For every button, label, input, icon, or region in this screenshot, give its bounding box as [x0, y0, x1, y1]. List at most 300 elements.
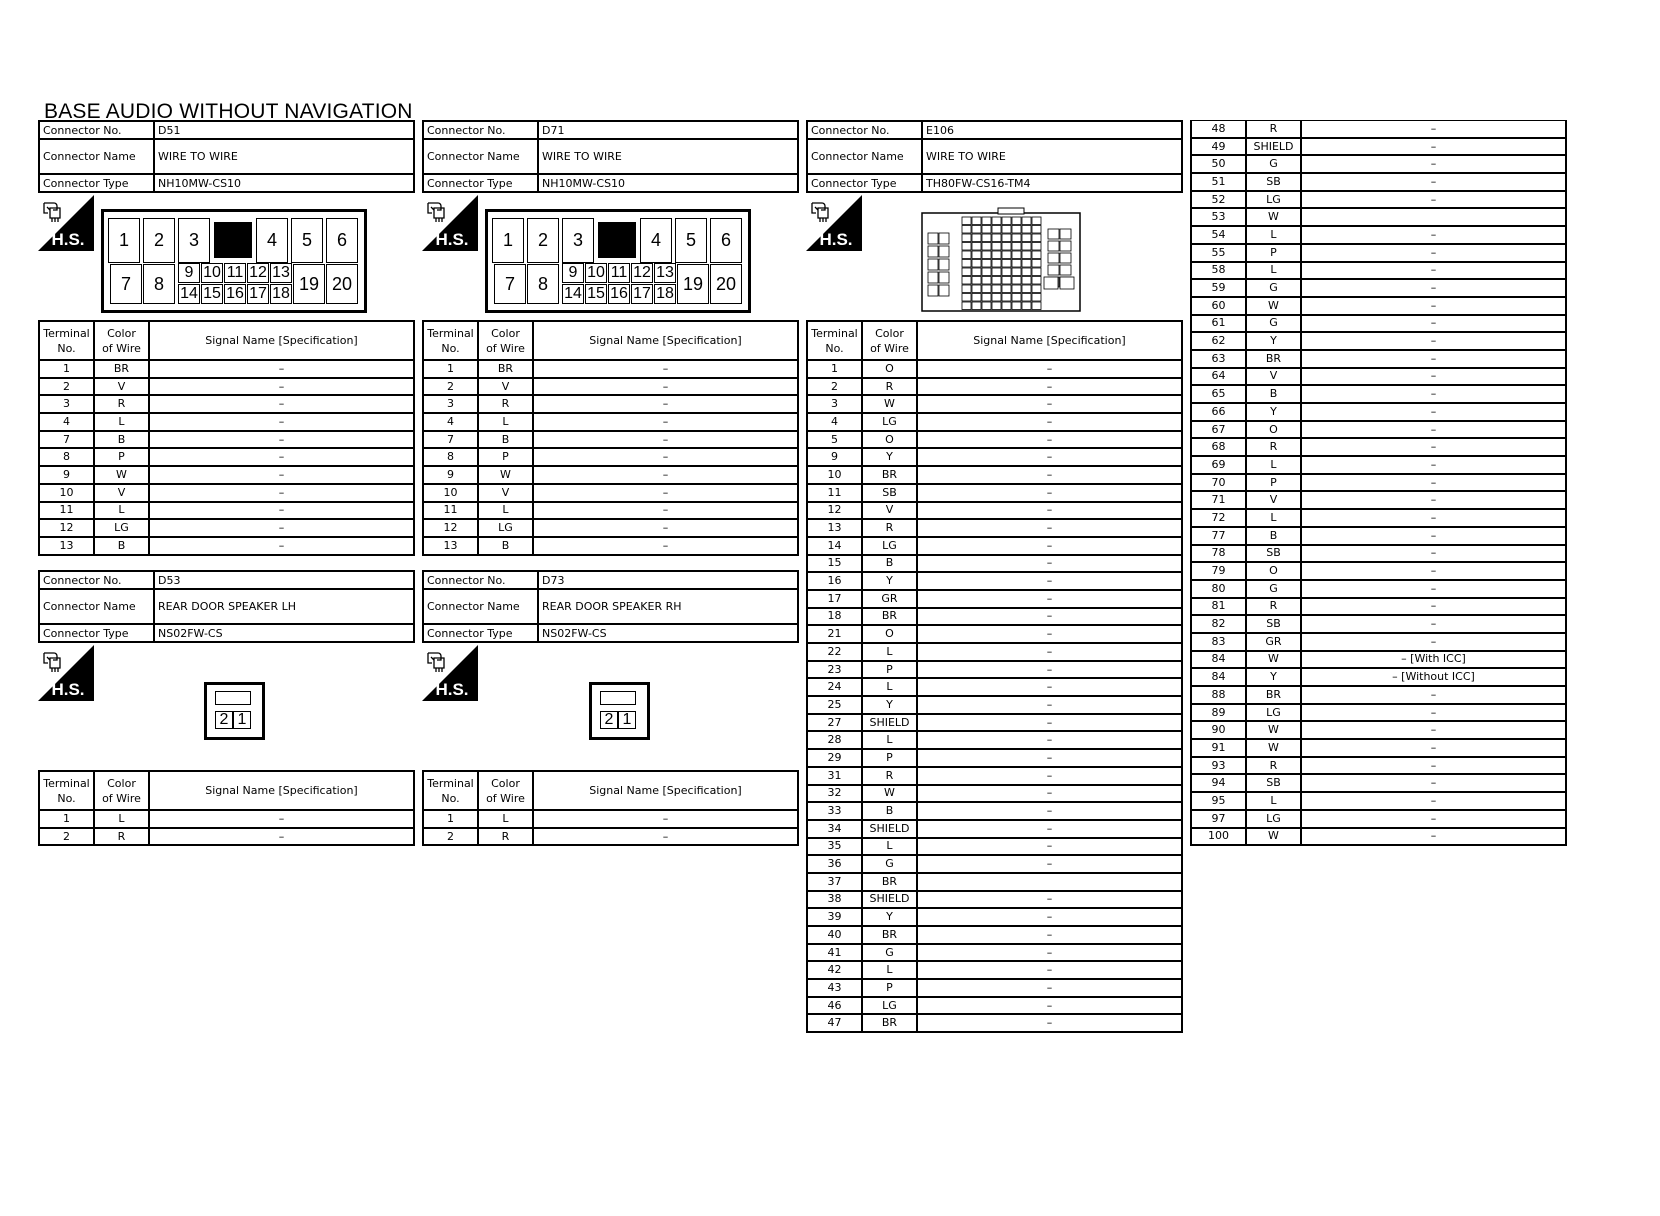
wire-color-cell: B [1246, 385, 1301, 403]
signal-name-cell: – [1301, 155, 1566, 173]
svg-text:H.S.: H.S. [819, 230, 853, 249]
connector-diagram-d71 [485, 209, 751, 313]
table-row [1191, 721, 1566, 739]
connector-name-label: Connector Name [39, 139, 154, 174]
terminal-no-cell: 1 [39, 810, 94, 828]
terminal-no-cell: 10 [39, 484, 94, 502]
signal-name-cell: – [1301, 138, 1566, 156]
wire-color-cell: G [862, 855, 917, 873]
connector-cavity [1002, 277, 1011, 285]
connector-cavity [1032, 226, 1041, 234]
connector-cavity [992, 251, 1001, 259]
connector-cavity [972, 234, 981, 242]
wire-color-cell: R [1246, 598, 1301, 616]
table-row [807, 555, 1182, 573]
wire-color-cell: P [478, 448, 533, 466]
connector-type-label: Connector Type [39, 624, 154, 642]
terminal-no-cell: 11 [423, 502, 478, 520]
wire-color-cell: V [94, 484, 149, 502]
wire-color-cell: R [1246, 121, 1301, 138]
wire-color-cell: O [1246, 421, 1301, 439]
table-row [1191, 385, 1566, 403]
connector-pin: 13 [654, 263, 676, 283]
connector-diagram-d73 [589, 682, 650, 740]
connector-cavity [982, 268, 991, 276]
signal-name-cell: – [1301, 810, 1566, 828]
connector-cavity [982, 243, 991, 251]
signal-name-cell: – [1301, 368, 1566, 386]
connector-cavity [972, 294, 981, 302]
terminal-no-cell: 9 [39, 466, 94, 484]
connector-cavity [1002, 294, 1011, 302]
wire-color-cell: L [94, 413, 149, 431]
signal-name-cell: – [533, 466, 798, 484]
wire-color-cell: O [862, 431, 917, 449]
signal-name-cell: – [917, 926, 1182, 944]
table-row [807, 696, 1182, 714]
terminal-no-cell: 84 [1191, 651, 1246, 669]
terminal-no-cell: 11 [807, 484, 862, 502]
color-of-wire-header: Color of Wire [478, 321, 533, 360]
connector-cavity [1002, 243, 1011, 251]
signal-name-cell: – [With ICC] [1301, 651, 1566, 669]
connector-cavity [972, 226, 981, 234]
wire-color-cell: V [1246, 368, 1301, 386]
connector-latch [215, 691, 251, 705]
signal-name-cell: – [917, 891, 1182, 909]
wire-color-cell: BR [862, 873, 917, 891]
connector-no-value: E106 [922, 121, 1182, 139]
connector-cavity [1044, 277, 1058, 289]
wire-color-cell: LG [862, 997, 917, 1015]
table-row [1191, 315, 1566, 333]
signal-name-cell: – [917, 714, 1182, 732]
connector-cavity [962, 234, 971, 242]
wire-color-cell: B [94, 537, 149, 555]
table-row [423, 413, 798, 431]
connector-cavity [928, 285, 938, 296]
connector-type-value: TH80FW-CS16-TM4 [922, 174, 1182, 192]
terminal-no-cell: 21 [807, 625, 862, 643]
wire-color-cell: L [862, 838, 917, 856]
wire-color-cell: LG [1246, 810, 1301, 828]
signal-name-header: Signal Name [Specification] [533, 771, 798, 810]
terminal-no-cell: 10 [807, 466, 862, 484]
terminal-no-cell: 1 [39, 360, 94, 378]
signal-name-cell [1301, 208, 1566, 226]
table-row [1191, 350, 1566, 368]
signal-name-cell: – [149, 378, 414, 396]
connector-cavity [1032, 217, 1041, 225]
connector-name-label: Connector Name [39, 589, 154, 624]
wire-color-cell: G [1246, 279, 1301, 297]
table-row [39, 537, 414, 555]
wire-color-cell: SB [1246, 545, 1301, 563]
terminal-no-cell: 69 [1191, 456, 1246, 474]
terminal-no-cell: 79 [1191, 562, 1246, 580]
connector-d73 [422, 570, 799, 643]
connector-cavity [1032, 234, 1041, 242]
wire-color-cell: BR [1246, 350, 1301, 368]
connector-cavity [928, 272, 938, 283]
connector-type-value: NH10MW-CS10 [154, 174, 414, 192]
wire-color-cell: W [1246, 297, 1301, 315]
connector-pin: 7 [110, 264, 142, 304]
terminal-no-cell: 64 [1191, 368, 1246, 386]
connector-cavity [1002, 226, 1011, 234]
table-row [1191, 262, 1566, 280]
terminal-no-cell: 7 [423, 431, 478, 449]
connector-cavity [1032, 277, 1041, 285]
table-row [1191, 527, 1566, 545]
signal-name-cell: – [533, 431, 798, 449]
terminal-no-cell: 83 [1191, 633, 1246, 651]
terminal-no-cell: 12 [423, 519, 478, 537]
signal-name-cell: – [533, 519, 798, 537]
connector-cavity [1022, 251, 1031, 259]
table-row [423, 537, 798, 555]
terminal-no-cell: 65 [1191, 385, 1246, 403]
terminal-table-d73 [422, 770, 799, 846]
color-of-wire-header: Color of Wire [478, 771, 533, 810]
terminal-no-cell: 9 [807, 448, 862, 466]
table-row [807, 855, 1182, 873]
terminal-no-cell: 7 [39, 431, 94, 449]
wire-color-cell: P [862, 749, 917, 767]
wire-color-cell: L [862, 731, 917, 749]
terminal-no-cell: 29 [807, 749, 862, 767]
wire-color-cell: L [94, 502, 149, 520]
terminal-no-cell: 43 [807, 979, 862, 997]
table-row [39, 810, 414, 828]
table-row [807, 608, 1182, 626]
table-row [1191, 615, 1566, 633]
wire-color-cell: B [478, 537, 533, 555]
wire-color-cell: LG [862, 413, 917, 431]
connector-cavity [982, 251, 991, 259]
connector-name-value: WIRE TO WIRE [538, 139, 798, 174]
connector-cavity [982, 217, 991, 225]
terminal-no-cell: 52 [1191, 191, 1246, 209]
connector-cavity [1012, 277, 1021, 285]
table-row [807, 820, 1182, 838]
signal-name-cell: – [533, 828, 798, 846]
wire-color-cell: LG [1246, 191, 1301, 209]
connector-cavity [1032, 260, 1041, 268]
table-row [807, 979, 1182, 997]
connector-cavity [1048, 265, 1059, 275]
connector-cavity [972, 260, 981, 268]
connector-pin: 8 [143, 264, 175, 304]
signal-name-cell: – [917, 997, 1182, 1015]
wire-color-cell: LG [94, 519, 149, 537]
table-row [1191, 279, 1566, 297]
connector-cavity [1048, 253, 1059, 263]
terminal-no-cell: 4 [423, 413, 478, 431]
wire-color-cell: B [1246, 527, 1301, 545]
wire-color-cell: L [862, 961, 917, 979]
terminal-no-header: Terminal No. [807, 321, 862, 360]
signal-name-cell: – [917, 908, 1182, 926]
terminal-no-cell: 48 [1191, 121, 1246, 138]
terminal-no-cell: 66 [1191, 403, 1246, 421]
connector-pin: 14 [562, 284, 584, 304]
table-row [807, 961, 1182, 979]
terminal-no-cell: 22 [807, 643, 862, 661]
connector-cavity [982, 260, 991, 268]
table-row [1191, 633, 1566, 651]
connector-cavity [1022, 243, 1031, 251]
wire-color-cell: V [478, 484, 533, 502]
table-row [807, 802, 1182, 820]
table-row [807, 944, 1182, 962]
table-row [807, 519, 1182, 537]
wire-color-cell: BR [862, 608, 917, 626]
connector-pin: 10 [585, 263, 607, 283]
connector-cavity [1002, 285, 1011, 293]
connector-pin: 14 [178, 284, 200, 304]
table-row [1191, 173, 1566, 191]
table-row [39, 828, 414, 846]
connector-no-label: Connector No. [807, 121, 922, 139]
wire-color-cell: B [862, 802, 917, 820]
page-title: BASE AUDIO WITHOUT NAVIGATION [44, 100, 413, 123]
connector-cavity [1022, 277, 1031, 285]
connector-cavity [972, 277, 981, 285]
connector-type-label: Connector Type [423, 624, 538, 642]
signal-name-cell: – [149, 484, 414, 502]
wire-color-cell: BR [94, 360, 149, 378]
table-row [39, 431, 414, 449]
wire-color-cell: W [94, 466, 149, 484]
signal-name-cell: – [917, 749, 1182, 767]
signal-name-cell: – [1301, 615, 1566, 633]
terminal-no-header: Terminal No. [39, 321, 94, 360]
connector-pin: 12 [247, 263, 269, 283]
connector-cavity [1022, 260, 1031, 268]
signal-name-cell: – [1301, 527, 1566, 545]
connector-pin: 6 [326, 218, 358, 263]
connector-name-label: Connector Name [423, 589, 538, 624]
wire-color-cell: R [478, 828, 533, 846]
signal-name-cell: – [917, 767, 1182, 785]
connector-cavity [982, 234, 991, 242]
connector-cavity [1022, 234, 1031, 242]
signal-name-cell: – [1301, 315, 1566, 333]
connector-name-value: WIRE TO WIRE [922, 139, 1182, 174]
table-row [807, 785, 1182, 803]
table-row [1191, 438, 1566, 456]
signal-name-cell: – [533, 502, 798, 520]
connector-pin: 2 [600, 711, 618, 729]
connector-pin: 17 [631, 284, 653, 304]
signal-name-cell: – [917, 678, 1182, 696]
signal-name-cell: – [917, 785, 1182, 803]
signal-name-cell: – [917, 608, 1182, 626]
table-row [1191, 403, 1566, 421]
table-row [1191, 491, 1566, 509]
wire-color-cell: G [1246, 315, 1301, 333]
wire-color-cell: SHIELD [862, 714, 917, 732]
wire-color-cell: Y [862, 448, 917, 466]
table-row [807, 643, 1182, 661]
connector-type-value: NS02FW-CS [154, 624, 414, 642]
connector-cavity [962, 243, 971, 251]
connector-cavity [1002, 217, 1011, 225]
connector-cavity [1012, 243, 1021, 251]
connector-cavity [939, 233, 949, 244]
terminal-no-cell: 28 [807, 731, 862, 749]
connector-pin: 16 [608, 284, 630, 304]
signal-name-cell: – [1301, 474, 1566, 492]
wire-color-cell: R [94, 828, 149, 846]
table-row [807, 714, 1182, 732]
table-row [423, 484, 798, 502]
table-row [1191, 668, 1566, 686]
terminal-no-cell: 3 [423, 395, 478, 413]
table-row [1191, 580, 1566, 598]
terminal-no-cell: 11 [39, 502, 94, 520]
terminal-no-cell: 38 [807, 891, 862, 909]
connector-name-label: Connector Name [807, 139, 922, 174]
connector-cavity [962, 277, 971, 285]
terminal-no-cell: 62 [1191, 332, 1246, 350]
connector-no-label: Connector No. [39, 571, 154, 589]
wire-color-cell: BR [862, 926, 917, 944]
signal-name-cell: – [917, 838, 1182, 856]
table-row [423, 448, 798, 466]
signal-name-cell: – [917, 979, 1182, 997]
wire-color-cell: Y [1246, 332, 1301, 350]
terminal-no-cell: 33 [807, 802, 862, 820]
wire-color-cell: W [862, 785, 917, 803]
terminal-table-d53 [38, 770, 415, 846]
wire-color-cell: LG [862, 537, 917, 555]
wire-color-cell: G [1246, 155, 1301, 173]
terminal-no-cell: 3 [39, 395, 94, 413]
terminal-table-d51 [38, 320, 415, 556]
signal-name-cell: – [533, 810, 798, 828]
connector-cavity [1032, 285, 1041, 293]
connector-cavity [928, 246, 938, 257]
signal-name-header: Signal Name [Specification] [149, 321, 414, 360]
table-row [807, 625, 1182, 643]
terminal-no-cell: 60 [1191, 297, 1246, 315]
wire-color-cell: V [478, 378, 533, 396]
color-of-wire-header: Color of Wire [94, 321, 149, 360]
terminal-no-cell: 5 [807, 431, 862, 449]
connector-pin: 1 [618, 711, 636, 729]
terminal-no-cell: 8 [39, 448, 94, 466]
terminal-no-cell: 81 [1191, 598, 1246, 616]
connector-cavity [1012, 294, 1021, 302]
table-row [39, 378, 414, 396]
table-row [39, 519, 414, 537]
terminal-no-cell: 36 [807, 855, 862, 873]
connector-cavity [962, 268, 971, 276]
signal-name-cell: – [1301, 385, 1566, 403]
signal-name-cell: – [533, 360, 798, 378]
color-of-wire-header: Color of Wire [862, 321, 917, 360]
wire-color-cell: Y [1246, 668, 1301, 686]
terminal-no-cell: 82 [1191, 615, 1246, 633]
signal-name-cell: – [1301, 704, 1566, 722]
table-row [807, 484, 1182, 502]
signal-name-cell: – [1301, 403, 1566, 421]
connector-pin: 10 [201, 263, 223, 283]
table-row [423, 395, 798, 413]
connector-cavity [939, 246, 949, 257]
connector-cavity [992, 243, 1001, 251]
wire-color-cell: SHIELD [862, 891, 917, 909]
terminal-no-cell: 13 [39, 537, 94, 555]
table-row [1191, 562, 1566, 580]
connector-d51 [38, 120, 415, 193]
table-row [423, 502, 798, 520]
connector-cavity [1012, 251, 1021, 259]
wire-color-cell: W [1246, 739, 1301, 757]
terminal-no-cell: 47 [807, 1014, 862, 1032]
table-row [423, 828, 798, 846]
signal-name-cell: – [149, 395, 414, 413]
table-row [1191, 474, 1566, 492]
terminal-no-cell: 97 [1191, 810, 1246, 828]
signal-name-cell: – [1301, 739, 1566, 757]
wire-color-cell: V [94, 378, 149, 396]
signal-name-cell: – [917, 696, 1182, 714]
terminal-no-header: Terminal No. [39, 771, 94, 810]
terminal-no-cell: 13 [423, 537, 478, 555]
table-row [39, 360, 414, 378]
terminal-no-cell: 3 [807, 395, 862, 413]
connector-cavity [1012, 217, 1021, 225]
signal-name-cell: – [917, 661, 1182, 679]
connector-pin: 20 [326, 264, 358, 304]
connector-cavity [962, 226, 971, 234]
signal-name-cell: – [917, 961, 1182, 979]
connector-cavity [972, 217, 981, 225]
table-row [423, 519, 798, 537]
signal-name-cell: – [1301, 562, 1566, 580]
wire-color-cell: L [862, 678, 917, 696]
connector-pin: 4 [640, 218, 672, 263]
terminal-no-cell: 39 [807, 908, 862, 926]
connector-pin: 16 [224, 284, 246, 304]
connector-type-label: Connector Type [39, 174, 154, 192]
connector-pin: 6 [710, 218, 742, 263]
table-row [1191, 368, 1566, 386]
wire-color-cell: R [862, 378, 917, 396]
terminal-table-e106 [806, 320, 1183, 1033]
wire-color-cell: P [94, 448, 149, 466]
connector-pin: 1 [492, 218, 524, 263]
terminal-no-cell: 1 [423, 360, 478, 378]
connector-pin: 18 [654, 284, 676, 304]
table-row [807, 873, 1182, 891]
table-row [1191, 509, 1566, 527]
connector-cavity [1032, 243, 1041, 251]
signal-name-cell: – [917, 802, 1182, 820]
wire-color-cell: R [1246, 438, 1301, 456]
table-row [807, 395, 1182, 413]
connector-cavity [992, 277, 1001, 285]
signal-name-cell: – [533, 413, 798, 431]
connector-info-table [38, 570, 415, 643]
connector-latch [600, 691, 636, 705]
terminal-no-cell: 46 [807, 997, 862, 1015]
connector-type-label: Connector Type [807, 174, 922, 192]
connector-pin: 19 [293, 264, 325, 304]
